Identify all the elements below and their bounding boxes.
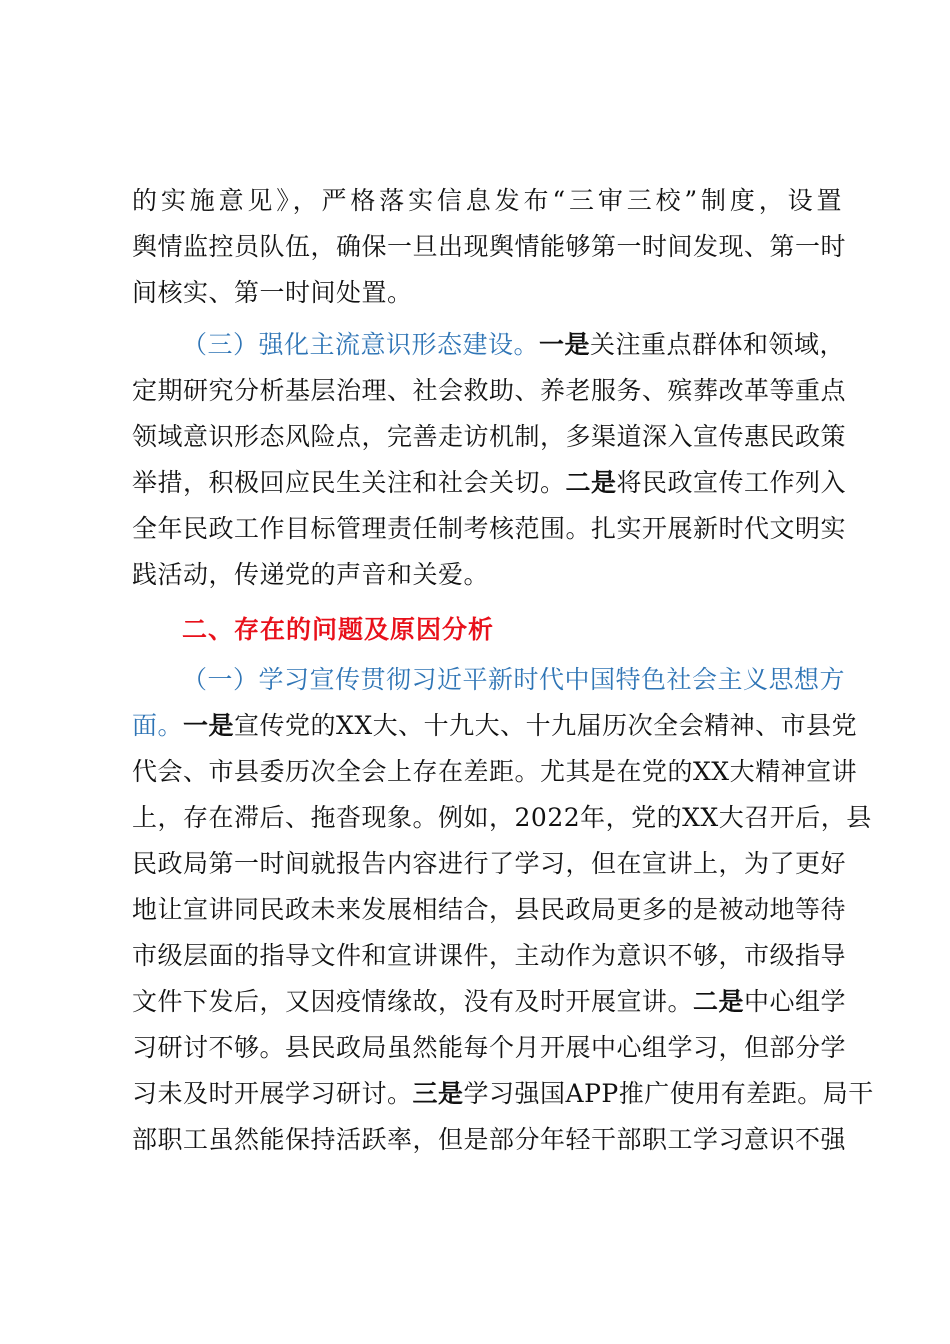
body-text: 全年民政工作目标管理责任制考核范围。扎实开展新时代文明实 — [132, 514, 847, 543]
body-text: 市级层面的指导文件和宣讲课件，主动作为意识不够，市级指导 — [132, 941, 847, 970]
body-text: 定期研究分析基层治理、社会救助、养老服务、殡葬改革等重点 — [132, 376, 847, 405]
body-text: 将民政宣传工作列入 — [616, 468, 847, 497]
paragraph-line — [132, 982, 847, 1022]
subheading-text: 面。 — [132, 711, 184, 740]
emphasis-text: 二是 — [693, 987, 745, 1016]
emphasis-text: 三是 — [412, 1079, 464, 1108]
body-text: 代会、市县委历次全会上存在差距。尤其是在党的XX大精神宣讲 — [132, 757, 858, 786]
body-text: 习研讨不够。县民政局虽然能每个月开展中心组学习，但部分学 — [132, 1033, 847, 1062]
paragraph-line — [132, 752, 858, 792]
paragraph-line — [132, 1074, 874, 1114]
paragraph-line — [132, 509, 847, 549]
section-heading — [182, 610, 842, 650]
body-text: 习未及时开展学习研讨。 — [132, 1079, 413, 1108]
body-text: 举措，积极回应民生关注和社会关切。 — [132, 468, 566, 497]
subheading-text: （三）强化主流意识形态建设。 — [182, 330, 540, 359]
body-text: 宣传党的XX大、十九大、十九届历次全会精神、市县党 — [234, 711, 858, 740]
paragraph-line — [132, 417, 847, 457]
body-text: 领域意识形态风险点，完善走访机制，多渠道深入宣传惠民政策 — [132, 422, 847, 451]
paragraph-line — [132, 555, 842, 595]
emphasis-text: 二是 — [565, 468, 617, 497]
subheading-text: （一）学习宣传贯彻习近平新时代中国特色社会主义思想方 — [182, 665, 846, 694]
paragraph-line — [132, 371, 847, 411]
body-text: 关注重点群体和领域， — [590, 330, 846, 359]
paragraph-line — [132, 890, 847, 930]
paragraph-line — [132, 706, 858, 746]
body-text: 地让宣讲同民政未来发展相结合，县民政局更多的是被动地等待 — [132, 895, 847, 924]
body-text: 上，存在滞后、拖沓现象。例如，2022年，党的XX大召开后，县 — [132, 803, 872, 832]
paragraph-line — [132, 844, 847, 884]
heading-text: 二、存在的问题及原因分析 — [182, 615, 495, 644]
body-text: 文件下发后，又因疫情缘故，没有及时开展宣讲。 — [132, 987, 694, 1016]
body-text: 的实施意见》，严格落实信息发布“三审三校”制度，设置 — [132, 186, 842, 215]
body-text: 践活动，传递党的声音和关爱。 — [132, 560, 490, 589]
paragraph-line — [132, 1028, 847, 1068]
paragraph-line — [132, 227, 847, 267]
body-text: 部职工虽然能保持活跃率，但是部分年轻干部职工学习意识不强 — [132, 1125, 847, 1154]
paragraph-line — [132, 1120, 847, 1160]
paragraph-line — [132, 936, 847, 976]
body-text: 舆情监控员队伍，确保一旦出现舆情能够第一时间发现、第一时 — [132, 232, 847, 261]
paragraph-line — [132, 273, 842, 313]
subheading-line — [182, 325, 846, 365]
subheading-line — [182, 660, 846, 700]
body-text: 学习强国APP推广使用有差距。局干 — [463, 1079, 874, 1108]
emphasis-text: 一是 — [183, 711, 235, 740]
paragraph-line — [132, 798, 872, 838]
body-text: 间核实、第一时间处置。 — [132, 278, 413, 307]
body-text: 民政局第一时间就报告内容进行了学习，但在宣讲上，为了更好 — [132, 849, 847, 878]
paragraph-line — [132, 181, 842, 221]
paragraph-line — [132, 463, 847, 503]
body-text: 中心组学 — [744, 987, 847, 1016]
emphasis-text: 一是 — [539, 330, 591, 359]
